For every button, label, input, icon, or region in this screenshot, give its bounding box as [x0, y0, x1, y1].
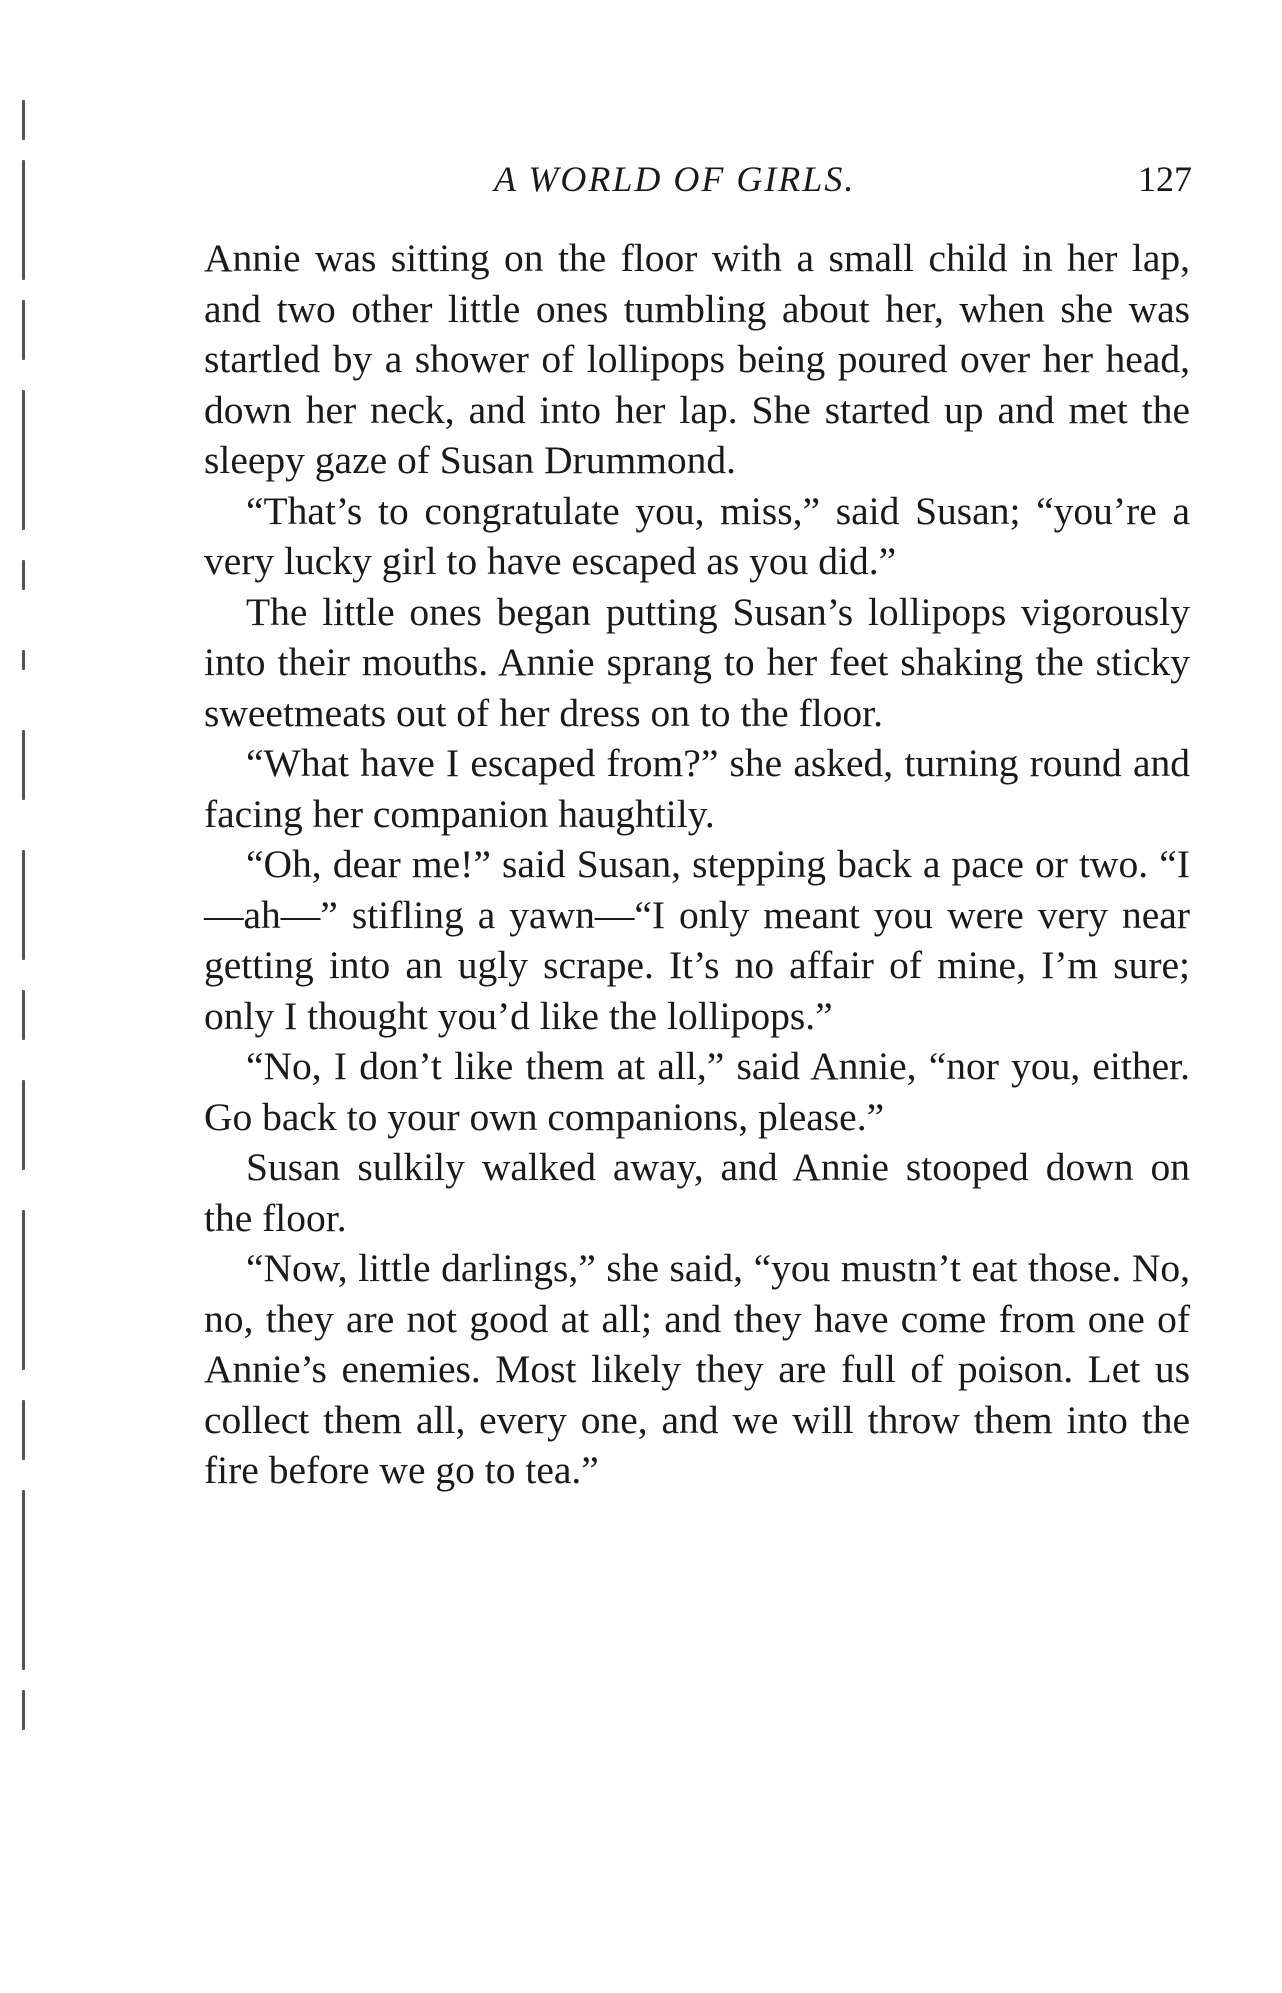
- page-number: 127: [1138, 159, 1192, 199]
- paragraph: Annie was sitting on the floor with a small child in her lap, and two other little ones tumbling about her, when she was startled by a shower of lollipops being poured over her head, down her neck, and into her lap. She started up and met the sleepy gaze of Susan Drummond.: [204, 236, 1190, 482]
- paragraph: “Now, little darlings,” she said, “you mustn’t eat those. No, no, they are not good at all; and they have come from one of Annie’s enemies. Most likely they are full of poison. Let us collect them all, every one, and we will throw them into the fire before we go to tea.”: [204, 1246, 1190, 1492]
- binding-edge-marks: [18, 90, 32, 1740]
- paragraph: “Oh, dear me!” said Susan, stepping back a pace or two. “I—ah—” stifling a yawn—“I only meant you were very near getting into an ugly scrape. It’s no affair of mine, I’m sure; only I thought you’d like the lollipops.”: [204, 842, 1190, 1038]
- paragraph: Susan sulkily walked away, and Annie stooped down on the floor.: [204, 1145, 1190, 1240]
- paragraph: “No, I don’t like them at all,” said Annie, “nor you, either. Go back to your own companions, please.”: [204, 1044, 1190, 1139]
- paragraph: The little ones began putting Susan’s lollipops vigorously into their mouths. Annie sprang to her feet shaking the sticky sweetmeats out of her dress on to the floor.: [204, 589, 1190, 735]
- text-body: [204, 233, 1190, 1496]
- running-head: [204, 158, 1192, 208]
- running-title: A WORLD OF GIRLS.: [494, 159, 856, 199]
- paragraph: “What have I escaped from?” she asked, turning round and facing her companion haughtily.: [204, 741, 1190, 836]
- paragraph: “That’s to congratulate you, miss,” said Susan; “you’re a very lucky girl to have escaped as you did.”: [204, 488, 1190, 583]
